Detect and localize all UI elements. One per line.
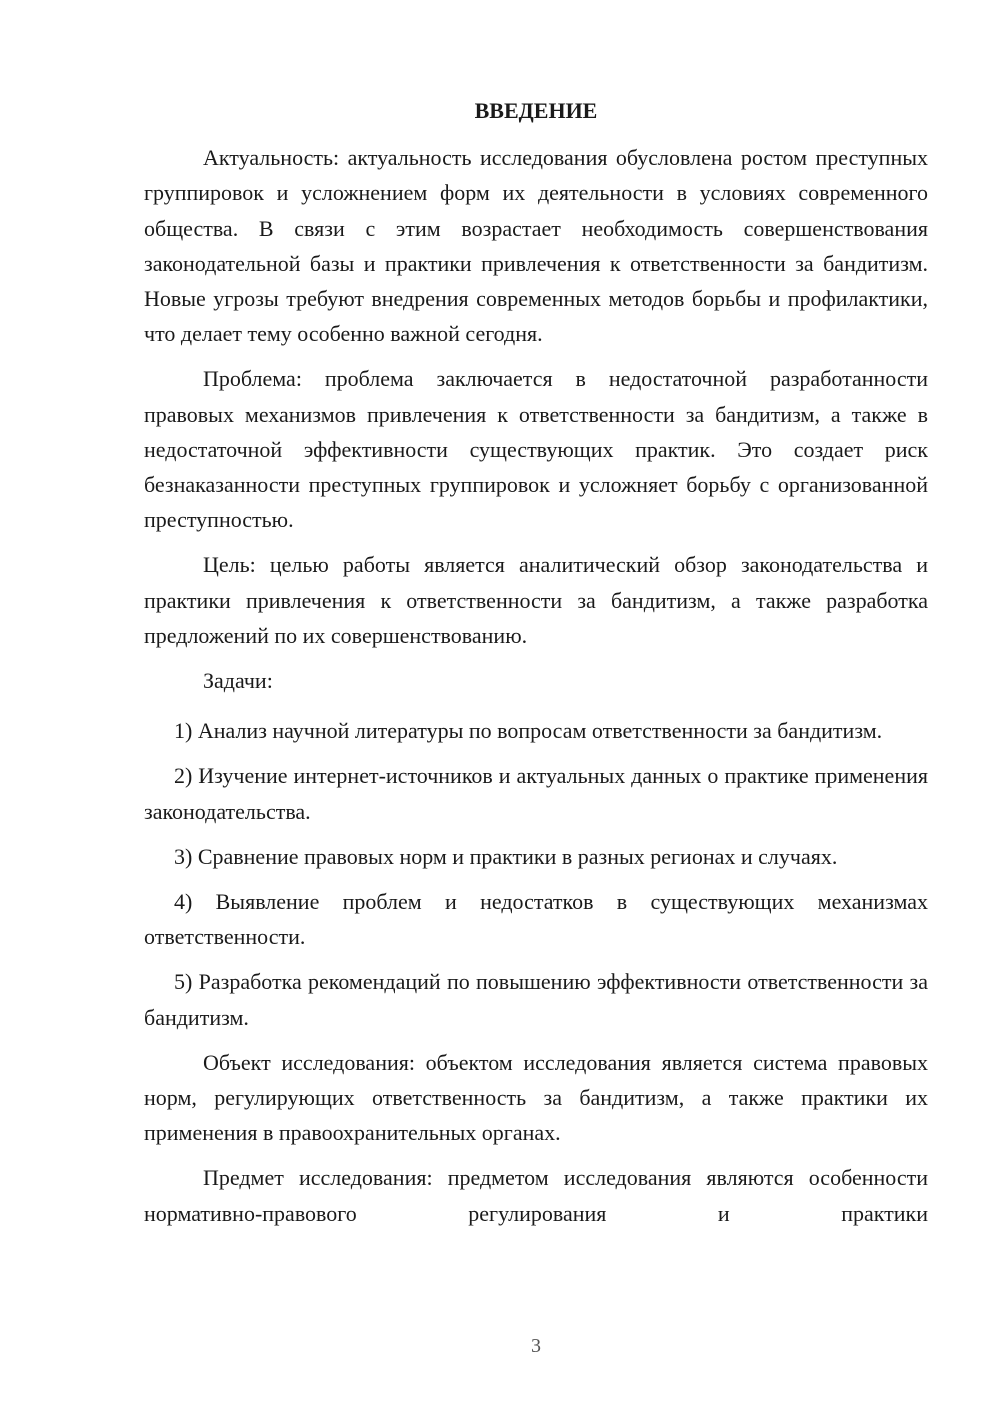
task-item-3: 3) Сравнение правовых норм и практики в разных регионах и случаях. bbox=[174, 843, 838, 869]
paragraph-relevance: Актуальность: актуальность исследования обусловлена ростом преступных группировок и усложнением форм их деятельности в условиях современного общества. В связи с этим возрастает необходимость совершенствования законодательной базы и практики привлечения к ответственности за бандитизм. Новые угрозы требуют внедрения современных методов борьбы и профилактики, что делает тему особенно важной сегодня. bbox=[144, 145, 928, 347]
task-item-2: 2) Изучение интернет-источников и актуальных данных о практике применения законодательства. bbox=[144, 763, 928, 824]
paragraph-problem: Проблема: проблема заключается в недостаточной разработанности правовых механизмов привлечения к ответственности за бандитизм, а также в недостаточной эффективности существующих практик. Это создает риск безнаказанности преступных группировок и усложняет борьбу с организованной преступностью. bbox=[144, 366, 928, 533]
paragraph-goal: Цель: целью работы является аналитический обзор законодательства и практики привлечения к ответственности за бандитизм, а также разработка предложений по их совершенствованию. bbox=[144, 552, 928, 648]
page-title: ВВЕДЕНИЕ bbox=[474, 98, 598, 123]
paragraph-object: Объект исследования: объектом исследования является система правовых норм, регулирующих ответственность за бандитизм, а также практики их применения в правоохранительных органах. bbox=[144, 1049, 928, 1146]
task-item-4: 4) Выявление проблем и недостатков в существующих механизмах ответственности. bbox=[144, 889, 928, 950]
tasks-heading: Задачи: bbox=[203, 668, 273, 694]
task-item-5: 5) Разработка рекомендаций по повышению эффективности ответственности за бандитизм. bbox=[144, 969, 928, 1030]
task-item-1: 1) Анализ научной литературы по вопросам ответственности за бандитизм. bbox=[174, 718, 883, 744]
page-number: 3 bbox=[531, 1335, 541, 1357]
paragraph-subject: Предмет исследования: предметом исследования являются особенности нормативно-правового регулирования и практики bbox=[144, 1165, 928, 1226]
document-page bbox=[144, 93, 928, 1241]
